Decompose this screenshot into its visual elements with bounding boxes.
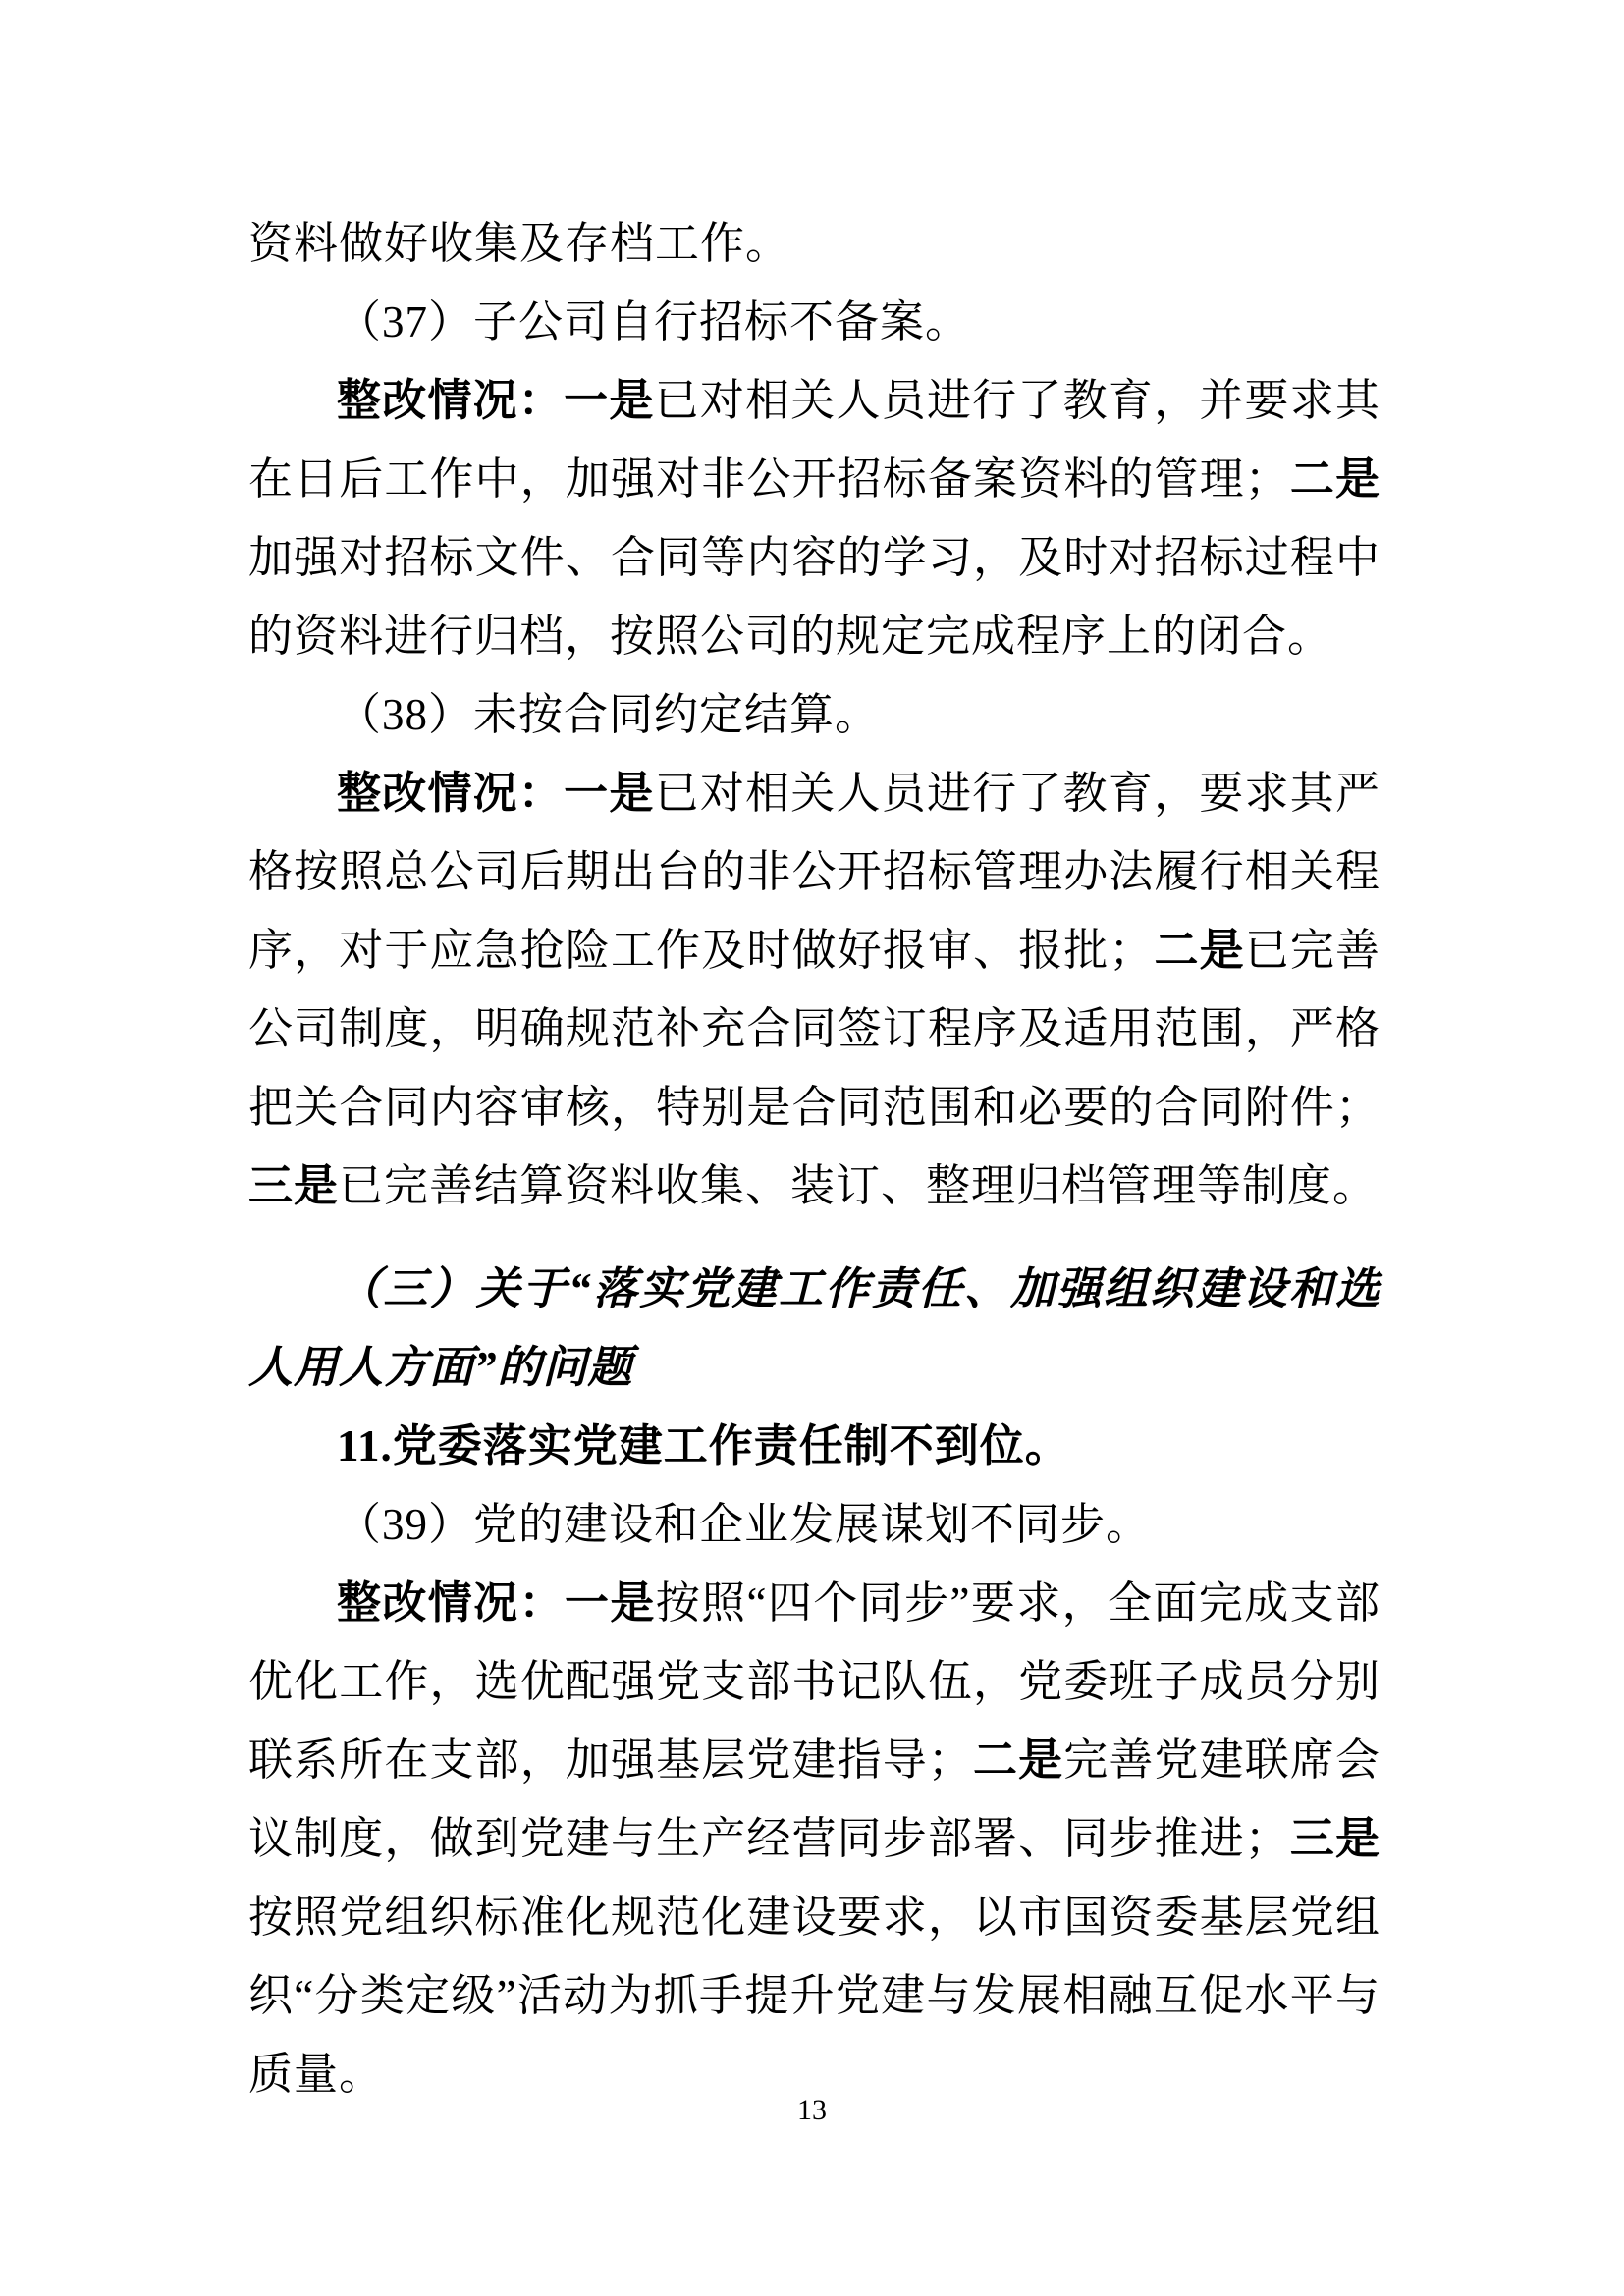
paragraph-rectification-37 <box>248 361 1380 675</box>
text-run: 资料做好收集及存档工作。 <box>248 219 791 268</box>
paragraph-rectification-39 <box>248 1564 1380 2113</box>
paragraph-rectification-38 <box>248 754 1380 1225</box>
bold-text-run: 二是 <box>1289 454 1380 504</box>
text-run: 按照“四个同步”要求，全面完成支部优化工作，选优配强党支部书记队伍，党委班子成员分别联系所在支部，加强基层党建指导； <box>248 1578 1380 1785</box>
page-footer <box>0 2093 1624 2128</box>
bold-text-run: （三）关于“落实党建工作责任、加强组织建设和选人用人方面”的问题 <box>248 1264 1380 1392</box>
text-run: 加强对招标文件、合同等内容的学习，及时对招标过程中的资料进行归档，按照公司的规定完成程序上的闭合。 <box>248 533 1380 661</box>
paragraph-item-38 <box>248 675 1380 754</box>
bold-text-run: 整改情况： <box>337 1578 565 1628</box>
document-body <box>248 204 1380 2113</box>
bold-text-run: 11.党委落实党建工作责任制不到位。 <box>337 1421 1070 1470</box>
paragraph-item-39 <box>248 1485 1380 1564</box>
text-run: 已完善结算资料收集、装订、整理归档管理等制度。 <box>339 1161 1379 1210</box>
bold-text-run: 二是 <box>1154 926 1245 975</box>
bold-text-run: 一是 <box>564 376 655 425</box>
paragraph-section-heading-3 <box>248 1250 1380 1407</box>
page-number: 13 <box>797 2094 827 2126</box>
bold-text-run: 整改情况： <box>337 376 565 425</box>
bold-text-run: 二是 <box>972 1735 1064 1785</box>
text-run: （38）未按合同约定结算。 <box>337 690 881 739</box>
paragraph-item-37 <box>248 283 1380 361</box>
bold-text-run: 一是 <box>564 1578 656 1628</box>
bold-text-run: 三是 <box>1289 1814 1380 1863</box>
bold-text-run: 三是 <box>248 1161 340 1210</box>
bold-text-run: 一是 <box>564 769 655 818</box>
text-run: 完善党建联席会议制度，做到党建与生产经营同步部署、同步推进； <box>248 1735 1380 1863</box>
paragraph-item-heading-11 <box>248 1407 1380 1485</box>
paragraph-continuation <box>248 204 1380 283</box>
text-run: 已完善公司制度，明确规范补充合同签订程序及适用范围，严格把关合同内容审核，特别是合同范围和必要的合同附件； <box>248 926 1380 1132</box>
text-run: 已对相关人员进行了教育，要求其严格按照总公司后期出台的非公开招标管理办法履行相关程序，对于应急抢险工作及时做好报审、报批； <box>248 769 1380 975</box>
text-run: （37）子公司自行招标不备案。 <box>337 297 971 347</box>
text-run: 已对相关人员进行了教育，并要求其在日后工作中，加强对非公开招标备案资料的管理； <box>248 376 1380 504</box>
text-run: （39）党的建设和企业发展谋划不同步。 <box>337 1500 1152 1549</box>
bold-text-run: 整改情况： <box>337 769 565 818</box>
text-run: 按照党组织标准化规范化建设要求，以市国资委基层党组织“分类定级”活动为抓手提升党建与发展相融互促水平与质量。 <box>248 1893 1380 2099</box>
